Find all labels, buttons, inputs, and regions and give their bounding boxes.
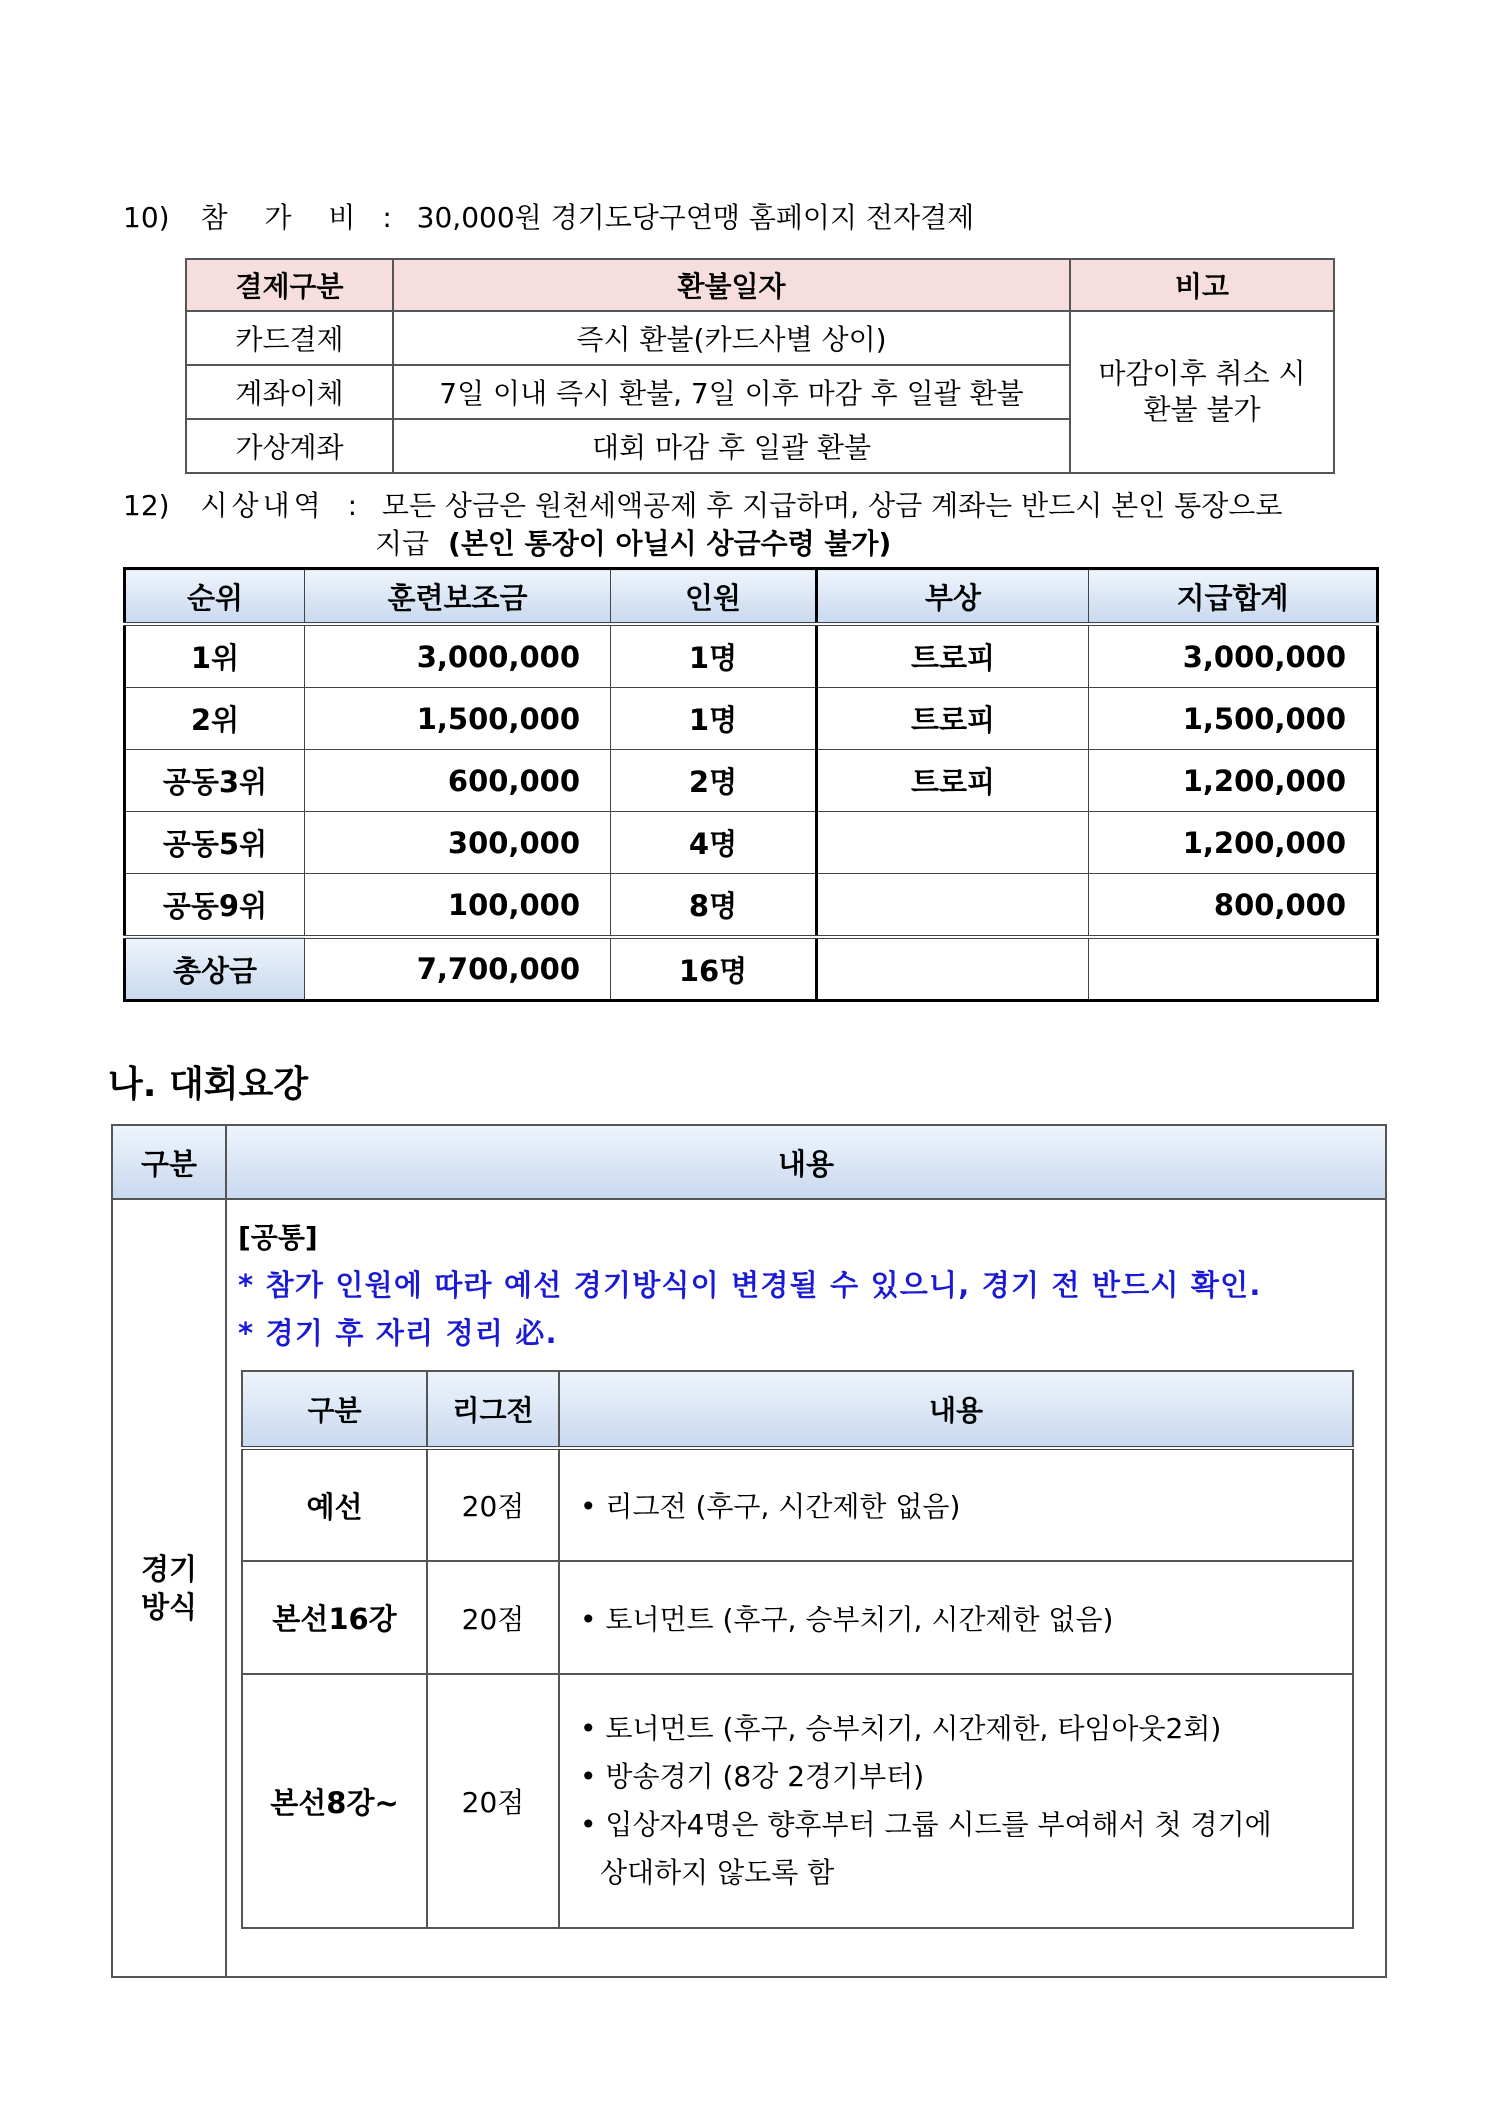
match-format-header bbox=[242, 1371, 1353, 1448]
stage-points: 20점 bbox=[427, 1448, 559, 1561]
prize-rank: 공동9위 bbox=[125, 874, 305, 938]
header-refund-date: 환불일자 bbox=[393, 259, 1070, 311]
total-sum bbox=[1089, 937, 1378, 1001]
total-row bbox=[125, 937, 1378, 1001]
prize-count: 4명 bbox=[611, 812, 817, 874]
prize-rank: 2위 bbox=[125, 688, 305, 750]
refund-note bbox=[1070, 311, 1334, 473]
prize-gift: 트로피 bbox=[817, 688, 1089, 750]
prize-line-2 bbox=[375, 522, 891, 562]
header-total: 지급합계 bbox=[1089, 569, 1378, 625]
prize-total: 1,500,000 bbox=[1089, 688, 1378, 750]
refund-date: 7일 이내 즉시 환불, 7일 이후 마감 후 일괄 환불 bbox=[393, 365, 1070, 419]
table-row bbox=[125, 812, 1378, 874]
prize-gift: 트로피 bbox=[817, 624, 1089, 688]
prize-gift bbox=[817, 874, 1089, 938]
prize-rank: 1위 bbox=[125, 624, 305, 688]
stage-detail-item: • 방송경기 (8강 2경기부터) bbox=[580, 1760, 925, 1793]
header-stage: 구분 bbox=[242, 1371, 427, 1448]
prize-amount: 300,000 bbox=[305, 812, 611, 874]
prize-amount: 3,000,000 bbox=[305, 624, 611, 688]
payment-table-header bbox=[186, 259, 1334, 311]
payment-table bbox=[185, 258, 1335, 474]
prize-count: 2명 bbox=[611, 750, 817, 812]
prize-number: 12) bbox=[123, 489, 170, 522]
category-line2: 방식 bbox=[140, 1590, 198, 1624]
payment-type: 가상계좌 bbox=[186, 419, 393, 473]
prize-count: 1명 bbox=[611, 688, 817, 750]
fee-number: 10) bbox=[123, 201, 170, 234]
prize-colon: : bbox=[347, 489, 358, 522]
header-payment-type: 결제구분 bbox=[186, 259, 393, 311]
stage-name: 본선8강~ bbox=[242, 1674, 427, 1928]
stage-detail-item: 상대하지 않도록 함 bbox=[600, 1856, 835, 1889]
prize-text-line1: 모든 상금은 원천세액공제 후 지급하며, 상금 계좌는 반드시 본인 통장으로 bbox=[381, 489, 1283, 522]
header-gift: 부상 bbox=[817, 569, 1089, 625]
prize-table-header bbox=[125, 569, 1378, 625]
prize-amount: 600,000 bbox=[305, 750, 611, 812]
notice-cleanup: * 경기 후 자리 정리 必. bbox=[238, 1316, 558, 1350]
total-count: 16명 bbox=[611, 937, 817, 1001]
prize-count: 8명 bbox=[611, 874, 817, 938]
prize-text-line2-bold: (본인 통장이 아닐시 상금수령 불가) bbox=[448, 527, 892, 560]
payment-type: 계좌이체 bbox=[186, 365, 393, 419]
payment-type: 카드결제 bbox=[186, 311, 393, 365]
prize-total: 800,000 bbox=[1089, 874, 1378, 938]
stage-detail-item: • 토너먼트 (후구, 승부치기, 시간제한, 타임아웃2회) bbox=[580, 1712, 1222, 1745]
fee-line bbox=[123, 196, 974, 236]
stage-points: 20점 bbox=[427, 1561, 559, 1674]
stage-detail-item: • 입상자4명은 향후부터 그룹 시드를 부여해서 첫 경기에 bbox=[580, 1808, 1272, 1841]
header-count: 인원 bbox=[611, 569, 817, 625]
prize-total: 1,200,000 bbox=[1089, 812, 1378, 874]
prize-amount: 100,000 bbox=[305, 874, 611, 938]
prize-rank: 공동5위 bbox=[125, 812, 305, 874]
stage-name: 예선 bbox=[242, 1448, 427, 1561]
table-row bbox=[186, 311, 1334, 365]
tournament-table-header bbox=[112, 1125, 1386, 1199]
header-note: 비고 bbox=[1070, 259, 1334, 311]
refund-date: 대회 마감 후 일괄 환불 bbox=[393, 419, 1070, 473]
refund-note-line2: 환불 불가 bbox=[1143, 393, 1261, 426]
prize-count: 1명 bbox=[611, 624, 817, 688]
prize-text-line2-prefix: 지급 bbox=[375, 527, 430, 560]
table-row bbox=[125, 624, 1378, 688]
prize-total: 3,000,000 bbox=[1089, 624, 1378, 688]
table-row bbox=[125, 750, 1378, 812]
header-amount: 훈련보조금 bbox=[305, 569, 611, 625]
prize-table bbox=[123, 567, 1379, 1002]
header-league: 리그전 bbox=[427, 1371, 559, 1448]
prize-total: 1,200,000 bbox=[1089, 750, 1378, 812]
fee-text: 30,000원 경기도당구연맹 홈페이지 전자결제 bbox=[416, 201, 975, 234]
table-row bbox=[125, 688, 1378, 750]
header-content: 내용 bbox=[226, 1125, 1386, 1199]
refund-date: 즉시 환불(카드사별 상이) bbox=[393, 311, 1070, 365]
header-category: 구분 bbox=[112, 1125, 226, 1199]
category-cell bbox=[112, 1199, 226, 1977]
refund-note-line1: 마감이후 취소 시 bbox=[1098, 357, 1306, 390]
header-detail: 내용 bbox=[559, 1371, 1353, 1448]
table-row bbox=[242, 1448, 1353, 1561]
prize-line bbox=[123, 484, 1282, 524]
notice-participants: * 참가 인원에 따라 예선 경기방식이 변경될 수 있으니, 경기 전 반드시 확인. bbox=[238, 1268, 1262, 1302]
table-row bbox=[242, 1674, 1353, 1928]
prize-label: 시상내역 bbox=[200, 489, 325, 522]
stage-detail: • 리그전 (후구, 시간제한 없음) bbox=[559, 1448, 1353, 1561]
total-gift bbox=[817, 937, 1089, 1001]
stage-detail bbox=[559, 1674, 1353, 1928]
match-format-table bbox=[241, 1370, 1354, 1929]
header-rank: 순위 bbox=[125, 569, 305, 625]
total-amount: 7,700,000 bbox=[305, 937, 611, 1001]
stage-detail: • 토너먼트 (후구, 승부치기, 시간제한 없음) bbox=[559, 1561, 1353, 1674]
prize-gift: 트로피 bbox=[817, 750, 1089, 812]
table-row bbox=[242, 1561, 1353, 1674]
fee-colon: : bbox=[382, 201, 392, 234]
category-line1: 경기 bbox=[140, 1552, 198, 1586]
stage-name: 본선16강 bbox=[242, 1561, 427, 1674]
table-row bbox=[125, 874, 1378, 938]
prize-amount: 1,500,000 bbox=[305, 688, 611, 750]
stage-points: 20점 bbox=[427, 1674, 559, 1928]
prize-gift bbox=[817, 812, 1089, 874]
total-rank: 총상금 bbox=[125, 937, 305, 1001]
fee-label: 참 가 비 bbox=[200, 201, 370, 234]
common-label: [공통] bbox=[238, 1221, 318, 1254]
section-title: 나. 대회요강 bbox=[108, 1064, 309, 1105]
prize-rank: 공동3위 bbox=[125, 750, 305, 812]
